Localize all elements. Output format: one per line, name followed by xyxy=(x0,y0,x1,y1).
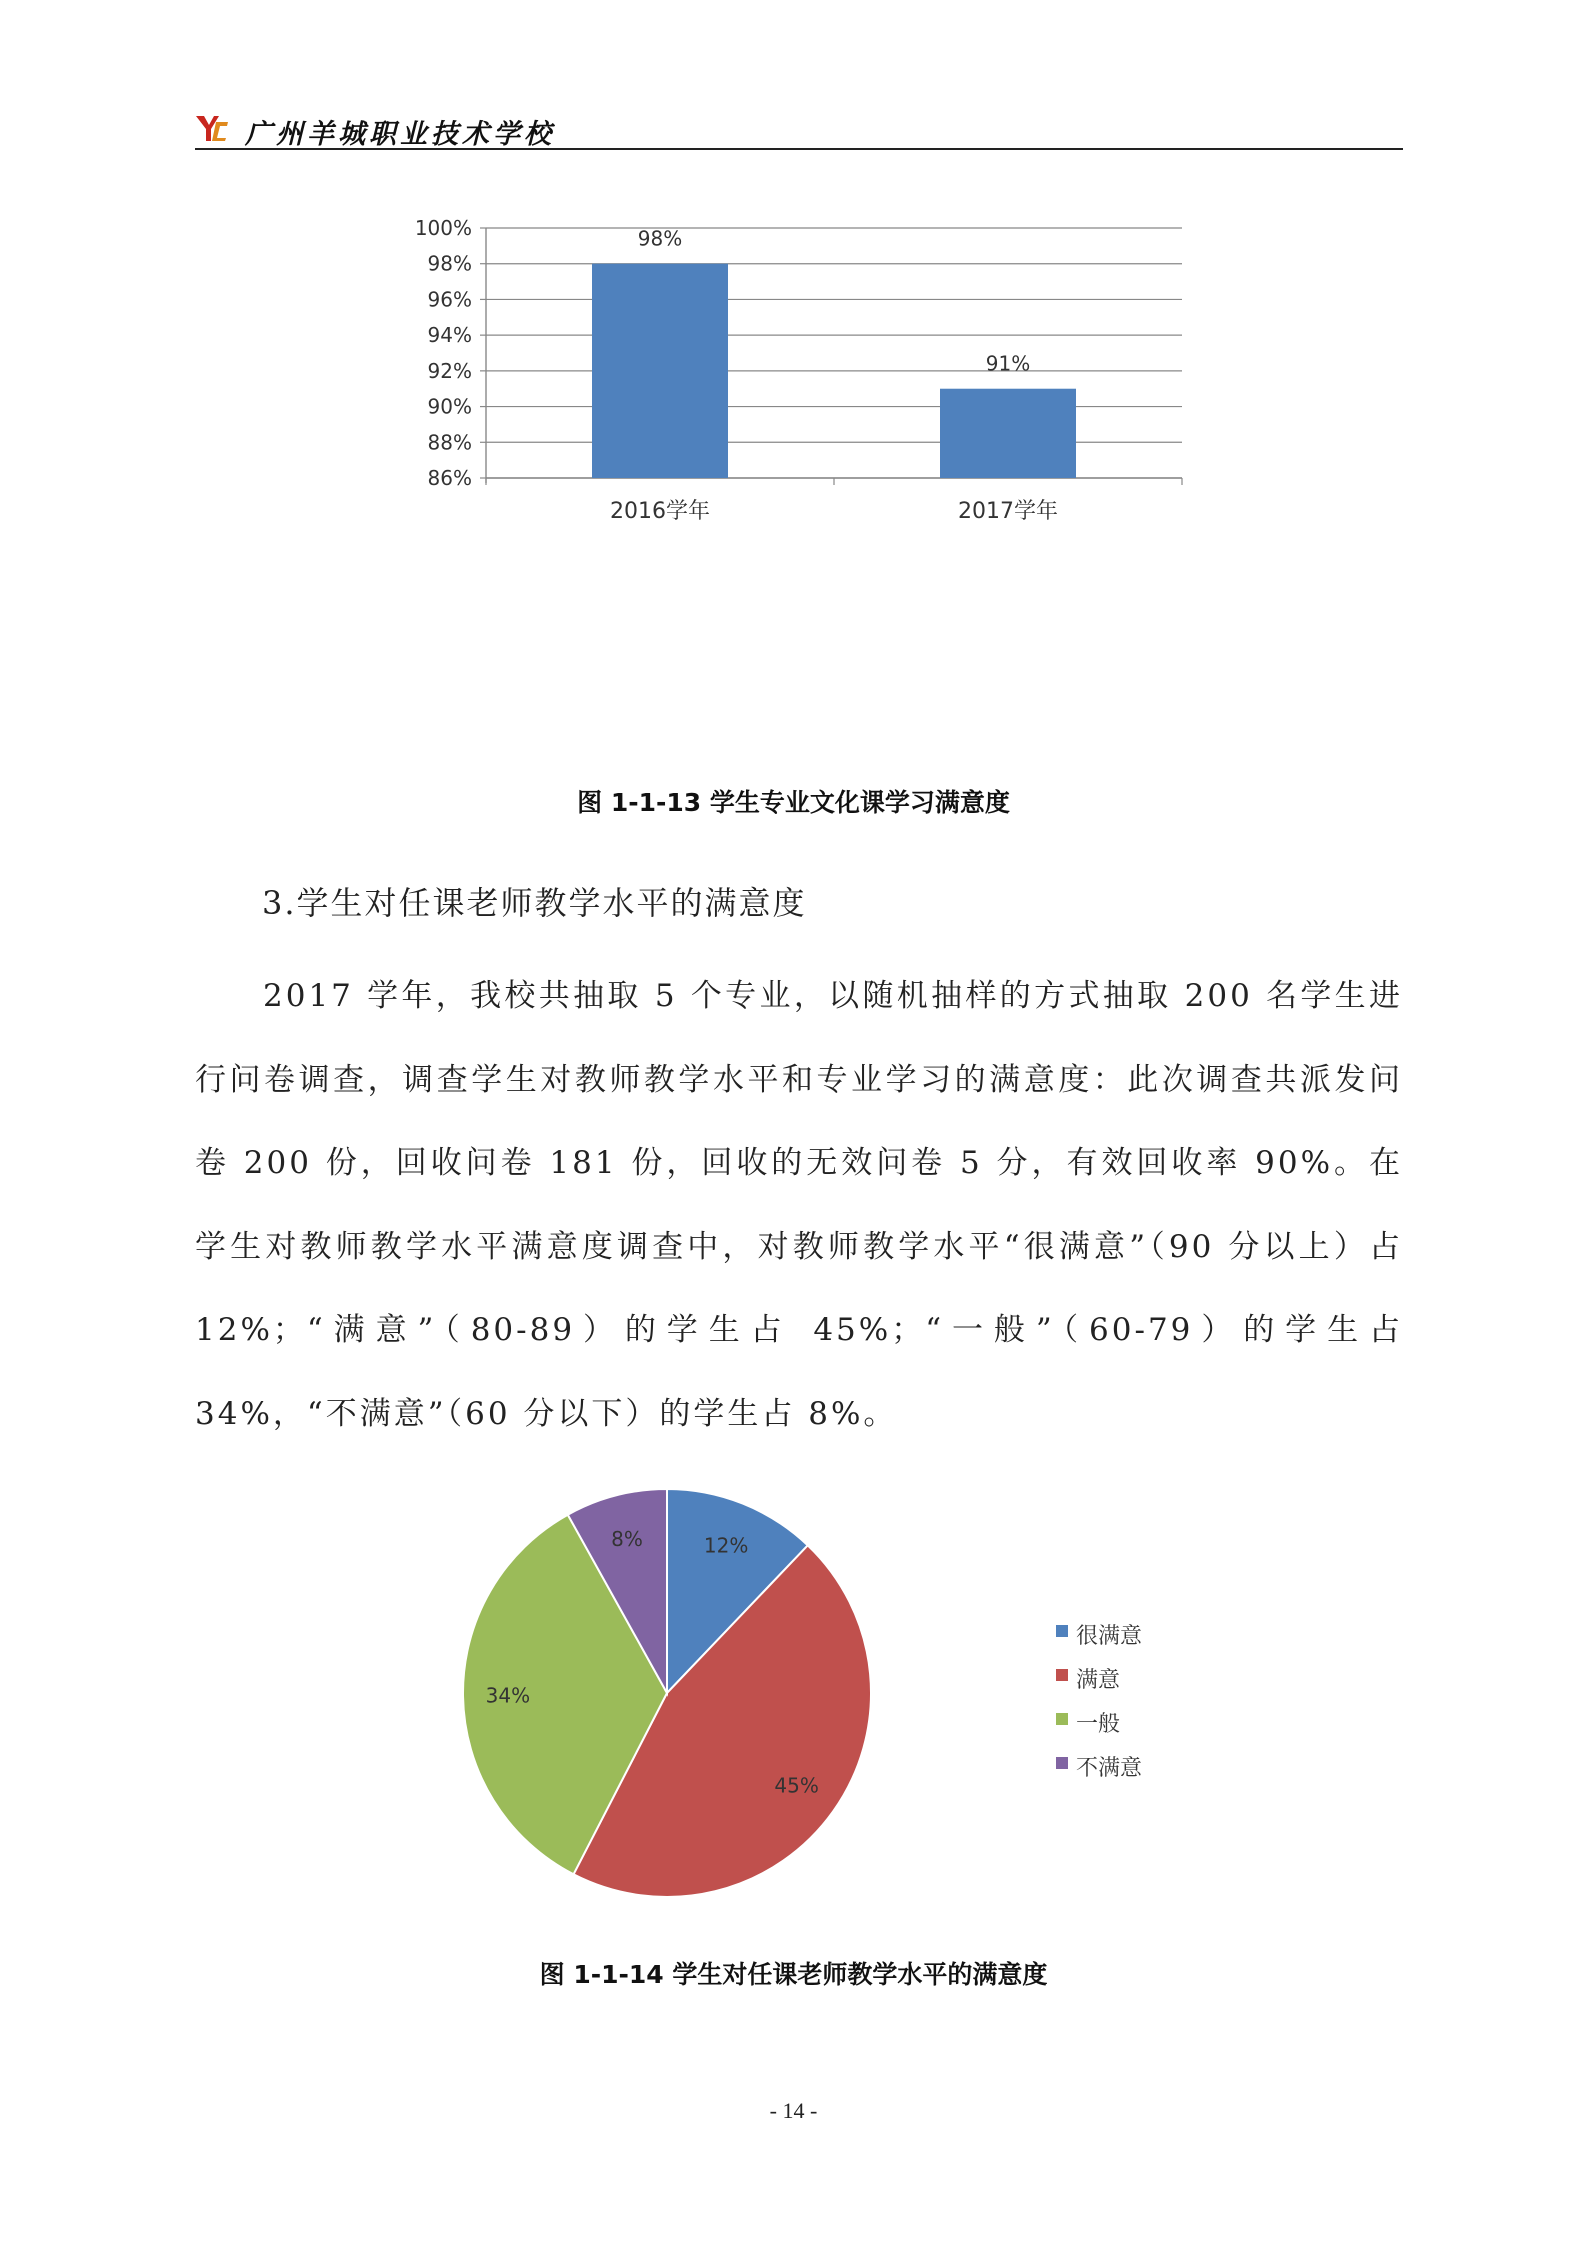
y-tick-label: 98% xyxy=(427,251,472,276)
bar-chart-caption: 图 1-1-13 学生专业文化课学习满意度 xyxy=(577,788,1010,817)
legend-swatch xyxy=(1056,1713,1068,1725)
y-tick-label: 100% xyxy=(414,216,472,240)
bar-data-label: 91% xyxy=(985,351,1031,376)
y-tick-label: 92% xyxy=(427,358,472,383)
school-logo-icon xyxy=(195,114,229,142)
page-number: - 14 - xyxy=(769,2098,818,2123)
pie-chart-caption: 图 1-1-14 学生对任课老师教学水平的满意度 xyxy=(539,1960,1048,1989)
y-tick-label: 94% xyxy=(427,323,472,348)
pie-data-label: 8% xyxy=(611,1526,643,1551)
x-category-label: 2017学年 xyxy=(958,499,1058,524)
legend-swatch xyxy=(1056,1757,1068,1769)
body-paragraph: 2017 学年，我校共抽取 5 个专业，以随机抽样的方式抽取 200 名学生进行问卷调查，调查学生对教师教学水平和专业学习的满意度：此次调查共派发问卷 200 份，回收问卷 181 份，回收的无效问卷 5 分，有效回收率 90%。在学生对教师教学水平满意度调查中，对教师教学水平“很满意”（90 分以上）占 12%；“满意”（80-89）的学生占 45%；“一般”（60-79）的学生占 34%，“不满意”（60 分以下）的学生占 8%。 xyxy=(195,978,1403,1432)
y-tick-label: 86% xyxy=(427,466,472,490)
legend-label: 一般 xyxy=(1076,1712,1121,1737)
legend-label: 满意 xyxy=(1076,1668,1121,1693)
x-category-label: 2016学年 xyxy=(610,499,710,524)
school-name: 广州羊城职业技术学校 xyxy=(245,119,555,150)
legend-label: 不满意 xyxy=(1076,1756,1143,1781)
pie-data-label: 45% xyxy=(774,1773,819,1798)
y-tick-label: 90% xyxy=(427,394,472,419)
legend-swatch xyxy=(1056,1669,1068,1681)
legend-swatch xyxy=(1056,1625,1068,1637)
page-header xyxy=(195,108,1403,150)
section-title: 3.学生对任课老师教学水平的满意度 xyxy=(262,884,807,922)
bar xyxy=(940,389,1076,478)
y-tick-label: 96% xyxy=(427,287,472,312)
pie-chart xyxy=(440,1480,1200,1910)
pie-data-label: 12% xyxy=(703,1533,749,1558)
legend-label: 很满意 xyxy=(1076,1624,1143,1649)
bar-chart xyxy=(390,210,1210,750)
bar-data-label: 98% xyxy=(637,226,683,251)
y-tick-label: 88% xyxy=(427,430,472,455)
pie-data-label: 34% xyxy=(485,1683,531,1708)
bar xyxy=(592,264,728,478)
